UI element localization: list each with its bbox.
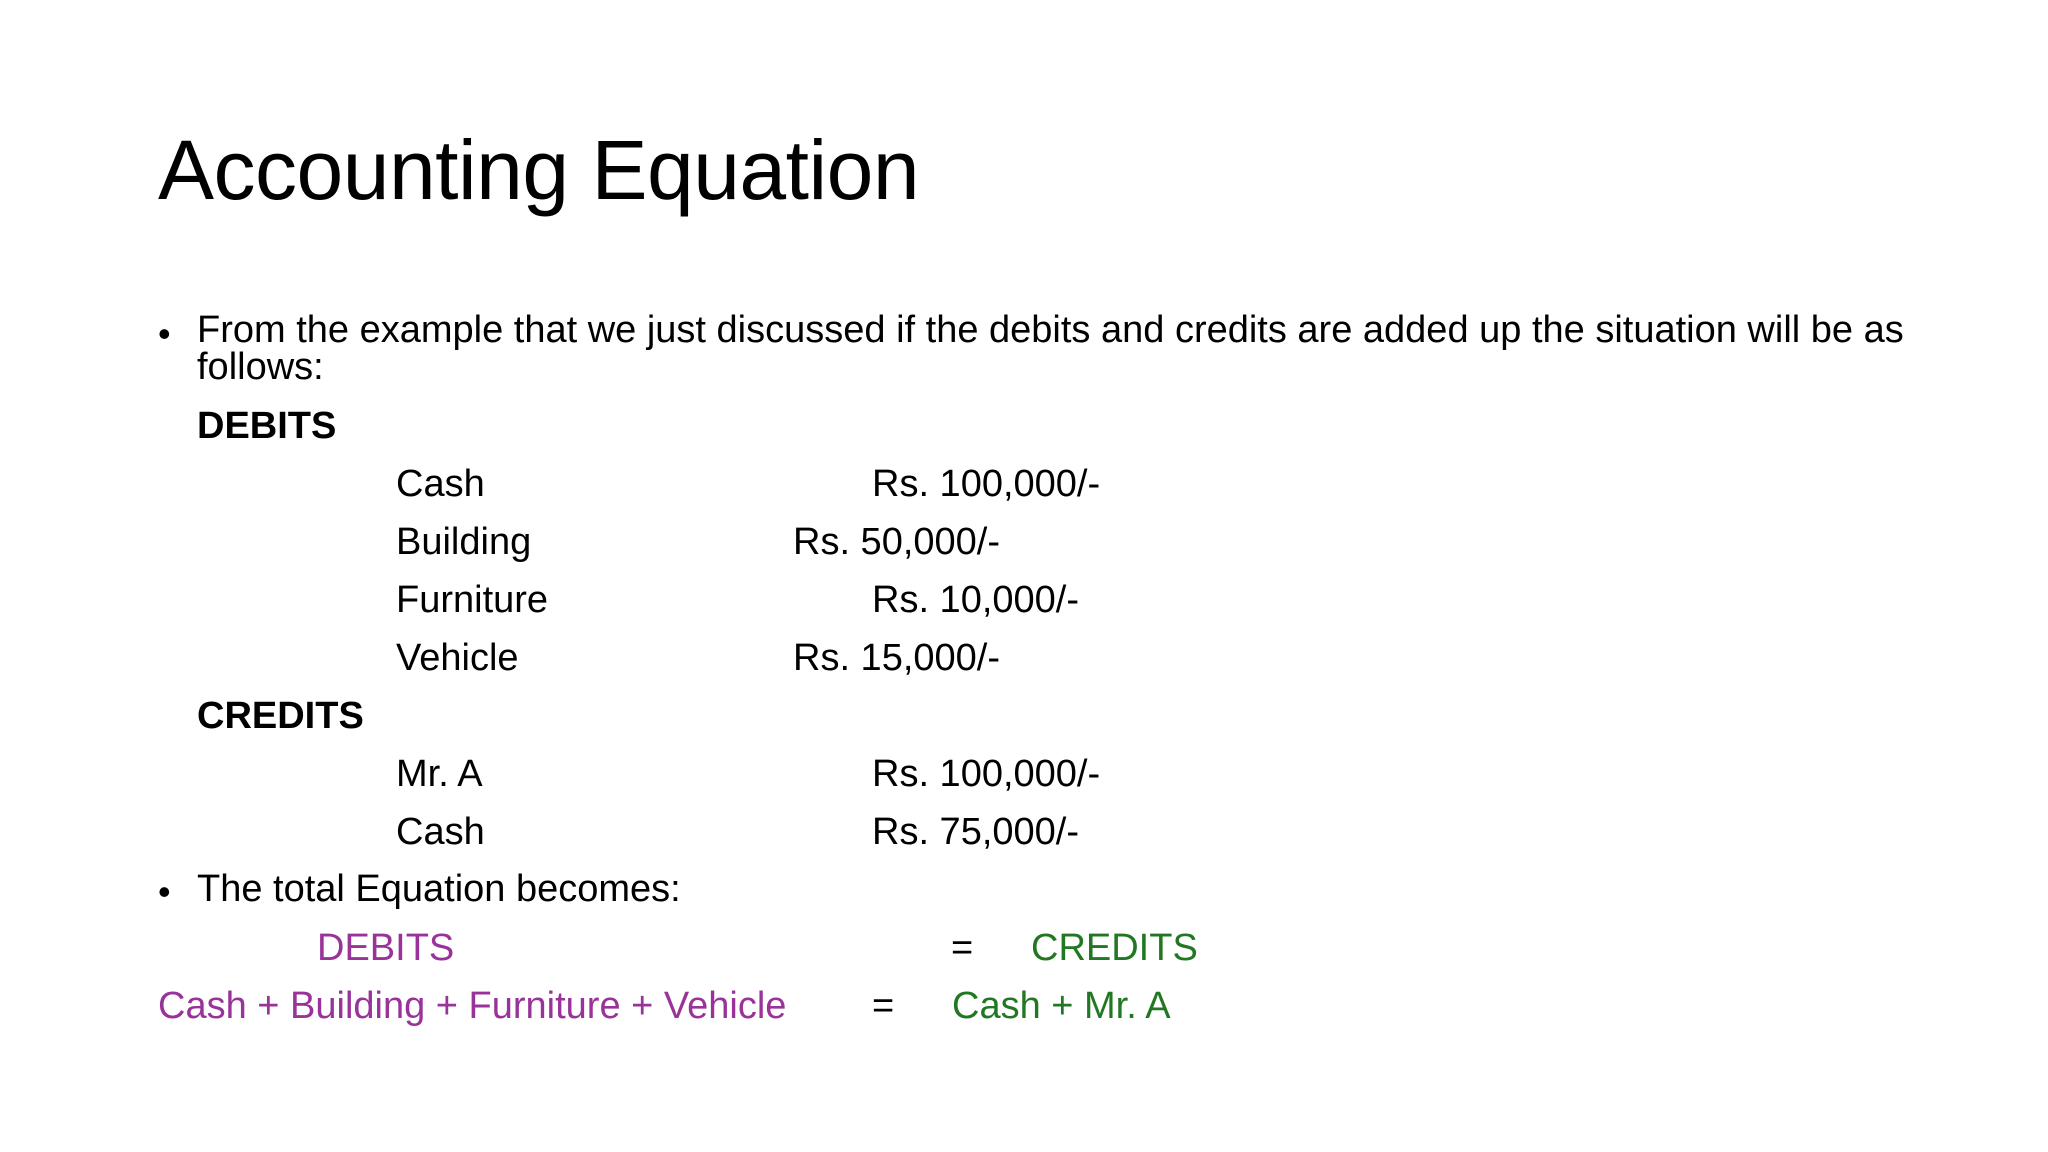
equation-debits-heading: DEBITS: [317, 927, 455, 969]
debit-amount: Rs. 10,000/-: [872, 579, 1079, 621]
equation-credits-heading: CREDITS: [1031, 927, 1198, 969]
bullet-icon: •: [158, 313, 171, 354]
debit-label: Furniture: [396, 579, 549, 621]
debits-heading: DEBITS: [197, 405, 337, 447]
intro-paragraph: From the example that we just discussed if the debits and credits are added up the situation will be as follows:: [197, 309, 1904, 388]
debit-label: Vehicle: [396, 637, 519, 679]
debit-amount: Rs. 15,000/-: [793, 637, 1000, 679]
bullet-icon: •: [158, 871, 171, 912]
equation-credits-expression: Cash + Mr. A: [952, 985, 1171, 1027]
debit-amount: Rs. 100,000/-: [872, 463, 1101, 505]
slide-title: Accounting Equation: [158, 123, 920, 217]
equation-equals-sign: =: [951, 927, 974, 969]
credit-label: Mr. A: [396, 753, 483, 795]
equation-debits-expression: Cash + Building + Furniture + Vehicle: [158, 985, 787, 1027]
credits-heading: CREDITS: [197, 695, 364, 737]
debit-label: Cash: [396, 463, 485, 505]
total-intro: The total Equation becomes:: [197, 868, 681, 910]
credit-amount: Rs. 100,000/-: [872, 753, 1101, 795]
debit-amount: Rs. 50,000/-: [793, 521, 1000, 563]
credit-amount: Rs. 75,000/-: [872, 811, 1079, 853]
equation-equals-sign: =: [872, 985, 895, 1027]
debit-label: Building: [396, 521, 532, 563]
credit-label: Cash: [396, 811, 485, 853]
